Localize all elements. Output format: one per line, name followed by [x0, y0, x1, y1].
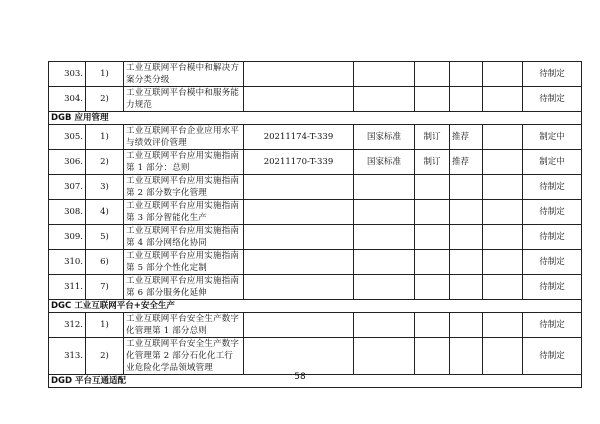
- standard-level-cell: [354, 200, 415, 225]
- nature-cell: [450, 62, 483, 87]
- status-cell: 待制定: [523, 313, 582, 338]
- serial-number-cell: 303.: [49, 62, 86, 87]
- revision-type-cell: 制订: [415, 125, 450, 150]
- sub-index-cell: 7): [86, 275, 124, 300]
- table-body: [49, 62, 582, 388]
- revision-type-cell: [415, 250, 450, 275]
- standard-name-cell: 工业互联网平台安全生产数字化管理第 2 部分石化化工行业危险化学品领域管理: [124, 338, 244, 375]
- table-row: [49, 200, 582, 225]
- standard-level-cell: [354, 250, 415, 275]
- plan-code-cell: [244, 313, 354, 338]
- empty-cell: [483, 313, 523, 338]
- revision-type-cell: [415, 175, 450, 200]
- standard-level-cell: 国家标准: [354, 125, 415, 150]
- empty-cell: [483, 125, 523, 150]
- nature-cell: [450, 87, 483, 112]
- serial-number-cell: 304.: [49, 87, 86, 112]
- nature-cell: [450, 275, 483, 300]
- empty-cell: [483, 87, 523, 112]
- standard-name-cell: 工业互联网平台模中和服务能力规范: [124, 87, 244, 112]
- revision-type-cell: [415, 225, 450, 250]
- standard-level-cell: 国家标准: [354, 150, 415, 175]
- section-header-row: [49, 112, 582, 125]
- plan-code-cell: [244, 175, 354, 200]
- empty-cell: [483, 338, 523, 375]
- standard-level-cell: [354, 225, 415, 250]
- standard-level-cell: [354, 175, 415, 200]
- plan-code-cell: [244, 250, 354, 275]
- nature-cell: 推荐: [450, 125, 483, 150]
- revision-type-cell: [415, 62, 450, 87]
- sub-index-cell: 4): [86, 200, 124, 225]
- standard-name-cell: 工业互联网平台应用实施指南第 3 部分智能化生产: [124, 200, 244, 225]
- revision-type-cell: [415, 313, 450, 338]
- status-cell: 待制定: [523, 225, 582, 250]
- standard-name-cell: 工业互联网平台应用实施指南第 4 部分网络化协同: [124, 225, 244, 250]
- standard-name-cell: 工业互联网平台应用实施指南第 1 部分：总则: [124, 150, 244, 175]
- revision-type-cell: [415, 338, 450, 375]
- revision-type-cell: [415, 200, 450, 225]
- section-title: DGC 工业互联网平台+安全生产: [49, 300, 582, 313]
- table-row: [49, 150, 582, 175]
- serial-number-cell: 307.: [49, 175, 86, 200]
- empty-cell: [483, 62, 523, 87]
- standard-level-cell: [354, 338, 415, 375]
- serial-number-cell: 308.: [49, 200, 86, 225]
- status-cell: 待制定: [523, 200, 582, 225]
- section-title: DGD 平台互通适配: [49, 375, 582, 388]
- plan-code-cell: [244, 275, 354, 300]
- standard-level-cell: [354, 62, 415, 87]
- section-title: DGB 应用管理: [49, 112, 582, 125]
- table-row: [49, 313, 582, 338]
- revision-type-cell: [415, 275, 450, 300]
- serial-number-cell: 313.: [49, 338, 86, 375]
- standard-level-cell: [354, 87, 415, 112]
- sub-index-cell: 5): [86, 225, 124, 250]
- status-cell: 制定中: [523, 150, 582, 175]
- table-row: [49, 338, 582, 375]
- nature-cell: [450, 313, 483, 338]
- serial-number-cell: 311.: [49, 275, 86, 300]
- plan-code-cell: [244, 200, 354, 225]
- plan-code-cell: [244, 62, 354, 87]
- standard-name-cell: 工业互联网平台应用实施指南第 2 部分数字化管理: [124, 175, 244, 200]
- nature-cell: [450, 225, 483, 250]
- empty-cell: [483, 175, 523, 200]
- table-row: [49, 87, 582, 112]
- revision-type-cell: [415, 87, 450, 112]
- sub-index-cell: 1): [86, 62, 124, 87]
- empty-cell: [483, 225, 523, 250]
- sub-index-cell: 1): [86, 125, 124, 150]
- empty-cell: [483, 275, 523, 300]
- serial-number-cell: 310.: [49, 250, 86, 275]
- standard-level-cell: [354, 313, 415, 338]
- nature-cell: [450, 338, 483, 375]
- sub-index-cell: 2): [86, 87, 124, 112]
- standard-name-cell: 工业互联网平台应用实施指南第 6 部分服务化延伸: [124, 275, 244, 300]
- standard-name-cell: 工业互联网平台安全生产数字化管理第 1 部分总则: [124, 313, 244, 338]
- revision-type-cell: 制订: [415, 150, 450, 175]
- plan-code-cell: [244, 225, 354, 250]
- sub-index-cell: 6): [86, 250, 124, 275]
- table-row: [49, 175, 582, 200]
- nature-cell: [450, 200, 483, 225]
- nature-cell: [450, 250, 483, 275]
- standard-name-cell: 工业互联网平台应用实施指南第 5 部分个性化定制: [124, 250, 244, 275]
- nature-cell: 推荐: [450, 150, 483, 175]
- standard-name-cell: 工业互联网平台模中和解决方案分类分级: [124, 62, 244, 87]
- standards-table: [48, 61, 582, 388]
- section-header-row: [49, 300, 582, 313]
- table-row: [49, 225, 582, 250]
- status-cell: 待制定: [523, 62, 582, 87]
- empty-cell: [483, 250, 523, 275]
- standard-level-cell: [354, 275, 415, 300]
- sub-index-cell: 2): [86, 150, 124, 175]
- table-row: [49, 62, 582, 87]
- nature-cell: [450, 175, 483, 200]
- status-cell: 待制定: [523, 87, 582, 112]
- serial-number-cell: 306.: [49, 150, 86, 175]
- serial-number-cell: 305.: [49, 125, 86, 150]
- status-cell: 待制定: [523, 175, 582, 200]
- plan-code-cell: 20211170-T-339: [244, 150, 354, 175]
- table-row: [49, 125, 582, 150]
- serial-number-cell: 312.: [49, 313, 86, 338]
- plan-code-cell: [244, 338, 354, 375]
- plan-code-cell: 20211174-T-339: [244, 125, 354, 150]
- page-number: 58: [294, 372, 306, 382]
- sub-index-cell: 3): [86, 175, 124, 200]
- empty-cell: [483, 200, 523, 225]
- sub-index-cell: 1): [86, 313, 124, 338]
- sub-index-cell: 2): [86, 338, 124, 375]
- table-row: [49, 275, 582, 300]
- empty-cell: [483, 150, 523, 175]
- table-row: [49, 250, 582, 275]
- status-cell: 待制定: [523, 275, 582, 300]
- plan-code-cell: [244, 87, 354, 112]
- status-cell: 待制定: [523, 250, 582, 275]
- status-cell: 制定中: [523, 125, 582, 150]
- serial-number-cell: 309.: [49, 225, 86, 250]
- status-cell: 待制定: [523, 338, 582, 375]
- standard-name-cell: 工业互联网平台企业应用水平与绩效评价管理: [124, 125, 244, 150]
